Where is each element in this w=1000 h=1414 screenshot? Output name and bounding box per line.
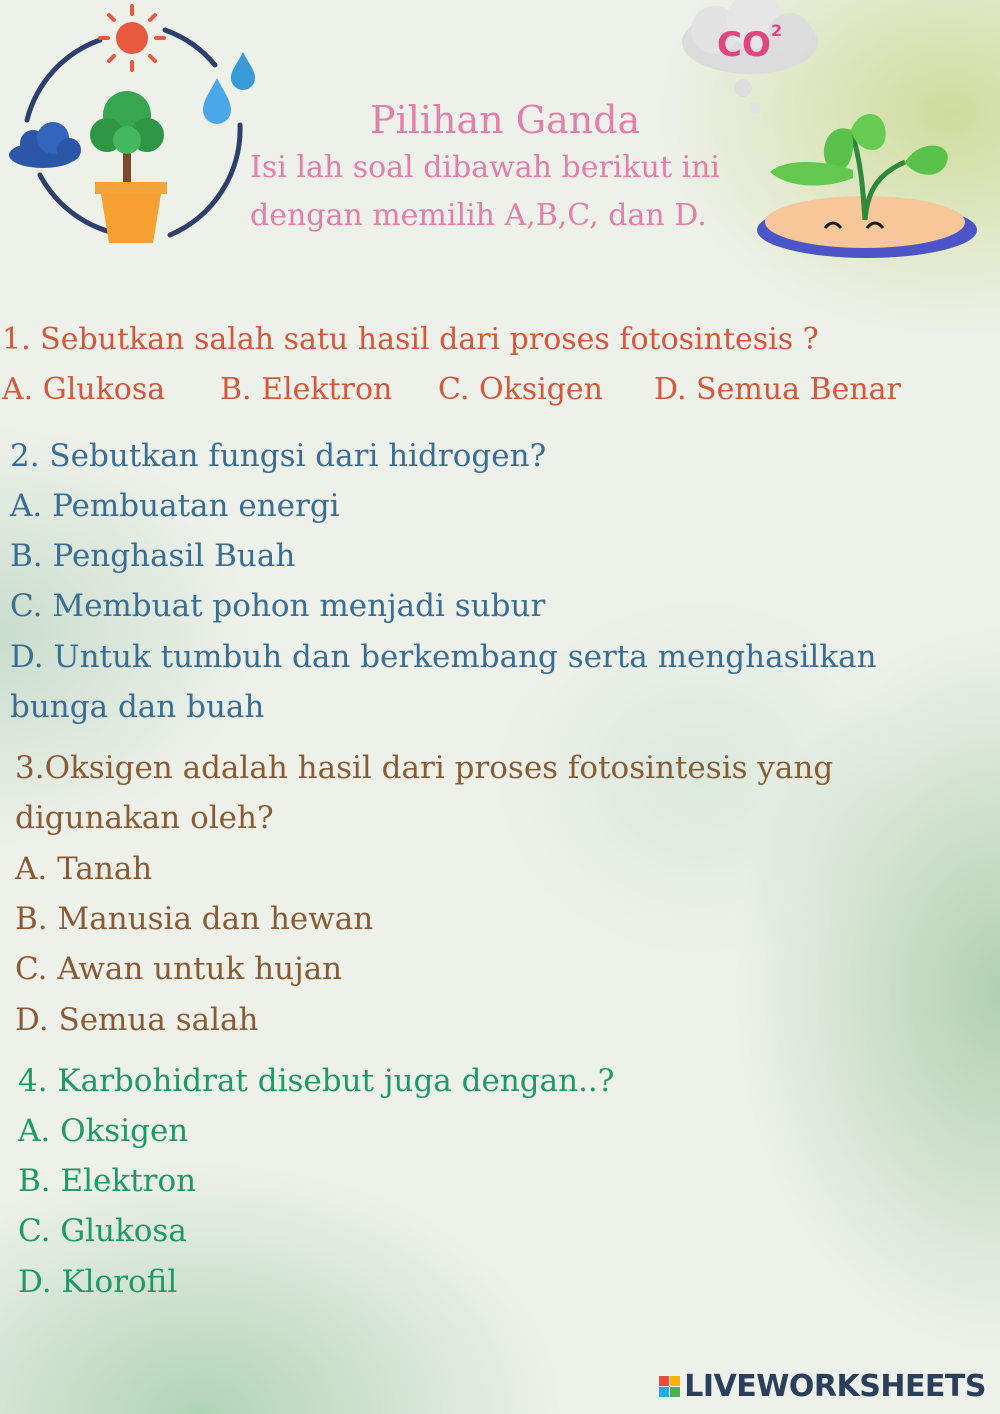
q4-option-c[interactable]: C. Glukosa: [18, 1213, 187, 1249]
liveworksheets-logo-icon: [659, 1376, 680, 1397]
co2-subscript: 2: [771, 21, 783, 40]
q3-option-d[interactable]: D. Semua salah: [15, 1002, 259, 1038]
page-title: Pilihan Ganda: [370, 98, 641, 142]
q2-option-c[interactable]: C. Membuat pohon menjadi subur: [10, 588, 546, 624]
q4-option-d[interactable]: D. Klorofil: [18, 1264, 178, 1300]
q1-option-c[interactable]: C. Oksigen: [438, 372, 603, 407]
q2-option-b[interactable]: B. Penghasil Buah: [10, 538, 296, 574]
question-3-line-2: digunakan oleh?: [15, 800, 274, 836]
photosynthesis-cycle-icon: [5, 0, 260, 250]
sprout-icon: [755, 100, 980, 265]
q2-option-d-continued[interactable]: bunga dan buah: [10, 689, 265, 725]
q3-option-b[interactable]: B. Manusia dan hewan: [15, 901, 374, 937]
liveworksheets-logo: [659, 1369, 986, 1404]
question-3-line-1: 3.Oksigen adalah hasil dari proses fotosintesis yang: [15, 750, 834, 786]
sun-icon: [100, 6, 164, 70]
q4-option-b[interactable]: B. Elektron: [18, 1163, 197, 1199]
instruction-line-2: dengan memilih A,B,C, dan D.: [250, 198, 707, 233]
question-4: 4. Karbohidrat disebut juga dengan..?: [18, 1063, 615, 1099]
q1-option-a[interactable]: A. Glukosa: [2, 372, 166, 407]
q3-option-c[interactable]: C. Awan untuk hujan: [15, 951, 343, 987]
q1-option-b[interactable]: B. Elektron: [220, 372, 393, 407]
co2-label: CO: [717, 25, 771, 65]
q1-option-d[interactable]: D. Semua Benar: [654, 372, 901, 407]
q4-option-a[interactable]: A. Oksigen: [18, 1113, 189, 1149]
cloud-icon: [9, 122, 81, 168]
q2-option-a[interactable]: A. Pembuatan energi: [10, 488, 340, 524]
question-1: 1. Sebutkan salah satu hasil dari proses fotosintesis ?: [2, 322, 819, 357]
q3-option-a[interactable]: A. Tanah: [15, 851, 153, 887]
potted-tree-icon: [90, 91, 167, 243]
liveworksheets-brand-text: LIVEWORKSHEETS: [684, 1369, 986, 1404]
instruction-line-1: Isi lah soal dibawah berikut ini: [250, 150, 720, 185]
question-2: 2. Sebutkan fungsi dari hidrogen?: [10, 438, 547, 474]
q2-option-d[interactable]: D. Untuk tumbuh dan berkembang serta menghasilkan: [10, 639, 877, 675]
